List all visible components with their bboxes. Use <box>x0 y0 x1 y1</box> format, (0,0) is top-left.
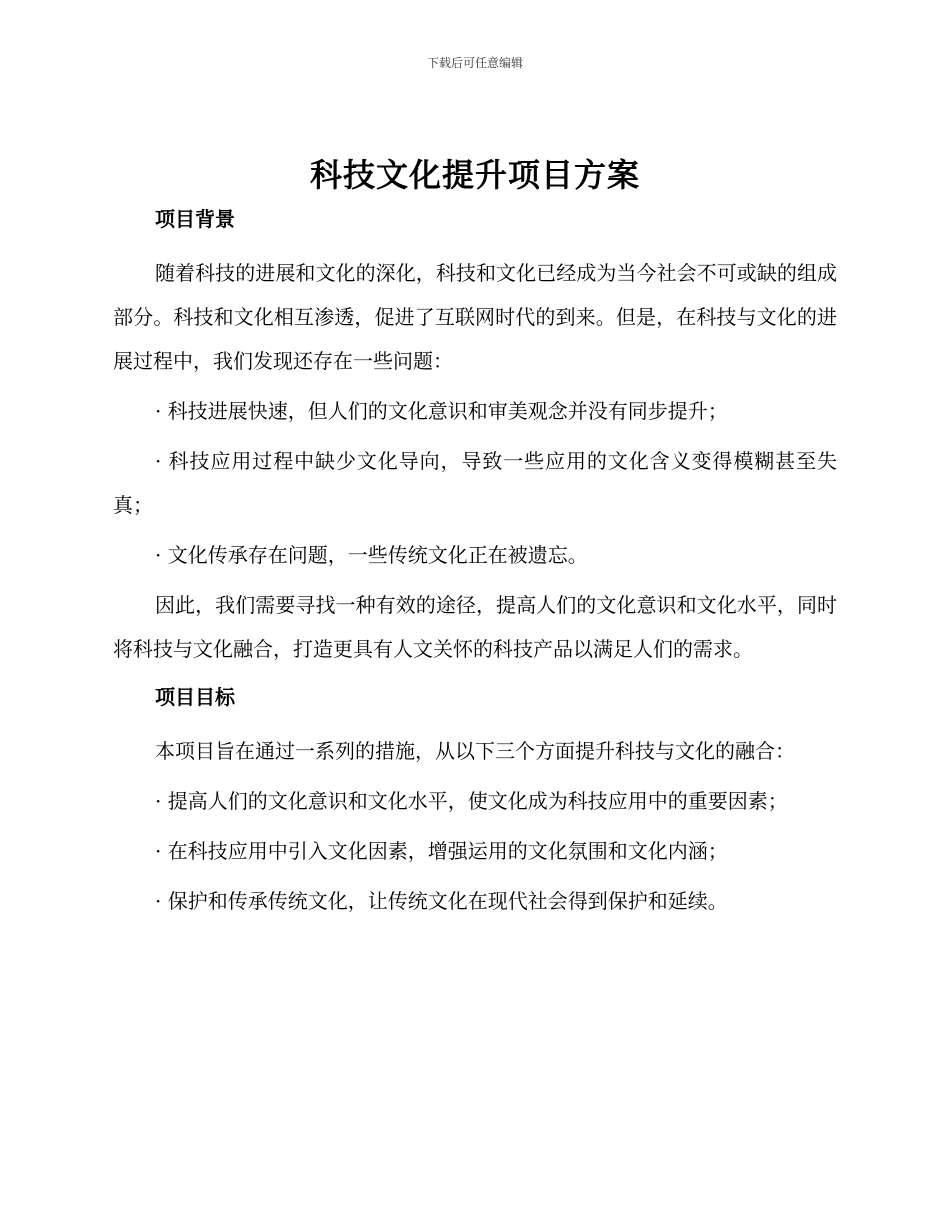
document-body <box>113 203 837 929</box>
paragraph: 本项目旨在通过一系列的措施，从以下三个方面提升科技与文化的融合： <box>155 739 795 763</box>
paragraph: 因此，我们需要寻找一种有效的途径，提高人们的文化意识和文化水平，同时将科技与文化融合，打造更具有人文关怀的科技产品以满足人们的需求。 <box>113 593 837 661</box>
section-background <box>113 203 837 671</box>
section-heading: 项目目标 <box>155 685 235 709</box>
section-heading: 项目背景 <box>155 207 235 231</box>
bullet-item: · 科技应用过程中缺少文化导向，导致一些应用的文化含义变得模糊甚至失真； <box>113 449 837 517</box>
bullet-item: · 科技进展快速，但人们的文化意识和审美观念并没有同步提升； <box>155 399 728 423</box>
paragraph: 随着科技的进展和文化的深化，科技和文化已经成为当今社会不可或缺的组成部分。科技和文化相互渗透，促进了互联网时代的到来。但是，在科技与文化的进展过程中，我们发现还存在一些问题： <box>113 261 837 373</box>
header-note: 下载后可任意编辑 <box>426 56 523 70</box>
document-title: 科技文化提升项目方案 <box>309 156 640 194</box>
bullet-item: · 文化传承存在问题，一些传统文化正在被遗忘。 <box>155 543 588 567</box>
bullet-item: · 提高人们的文化意识和文化水平，使文化成为科技应用中的重要因素； <box>155 789 788 813</box>
bullet-item: · 在科技应用中引入文化因素，增强运用的文化氛围和文化内涵； <box>155 839 728 863</box>
bullet-item: · 保护和传承传统文化，让传统文化在现代社会得到保护和延续。 <box>155 889 728 913</box>
section-goals <box>113 681 837 923</box>
